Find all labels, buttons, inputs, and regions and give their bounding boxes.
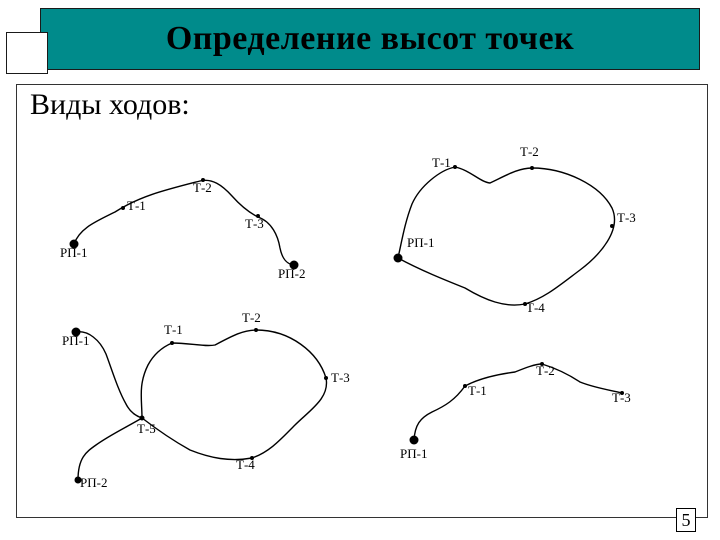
label-point-3: Т-3 <box>612 390 631 405</box>
label-point-3: Т-3 <box>331 370 350 385</box>
label-point-1: Т-1 <box>468 383 487 398</box>
label-point-4: Т-4 <box>526 300 545 315</box>
station-point <box>254 328 258 332</box>
traverse-hanging <box>400 362 631 461</box>
station-point <box>530 166 534 170</box>
label-start: РП-1 <box>62 333 90 348</box>
station-point <box>324 376 328 380</box>
label-start: РП-1 <box>60 245 88 260</box>
label-point-4: Т-4 <box>236 457 255 472</box>
label-start: РП-1 <box>407 235 435 250</box>
label-point-1: Т-1 <box>164 322 183 337</box>
traverse-combined-loop <box>141 330 326 460</box>
page-number: 5 <box>676 508 696 532</box>
station-point <box>463 384 467 388</box>
label-point-2: Т-2 <box>193 180 212 195</box>
label-point-2: Т-2 <box>242 310 261 325</box>
label-point-3: Т-3 <box>245 216 264 231</box>
subtitle: Виды ходов: <box>30 88 190 121</box>
label-point-1: Т-1 <box>127 198 146 213</box>
benchmark-start <box>410 436 419 445</box>
station-point <box>121 206 125 210</box>
station-point <box>453 165 457 169</box>
label-start: РП-1 <box>400 446 428 461</box>
benchmark-start <box>394 254 403 263</box>
label-point-2: Т-2 <box>520 144 539 159</box>
traverse-combined-branch-2 <box>78 418 142 480</box>
label-point-1: Т-1 <box>432 155 451 170</box>
label-point-5: Т-5 <box>137 421 156 436</box>
slide-title: Определение высот точек <box>165 20 575 57</box>
traverse-closed <box>394 144 636 315</box>
station-point <box>170 341 174 345</box>
station-point <box>610 224 614 228</box>
traverse-hanging-line <box>414 364 622 440</box>
label-end: РП-2 <box>278 266 306 281</box>
label-end: РП-2 <box>80 475 108 490</box>
station-point <box>140 416 145 421</box>
label-point-2: Т-2 <box>536 363 555 378</box>
traverse-open-1 <box>60 178 305 281</box>
traverse-combined <box>62 310 350 490</box>
label-point-3: Т-3 <box>617 210 636 225</box>
